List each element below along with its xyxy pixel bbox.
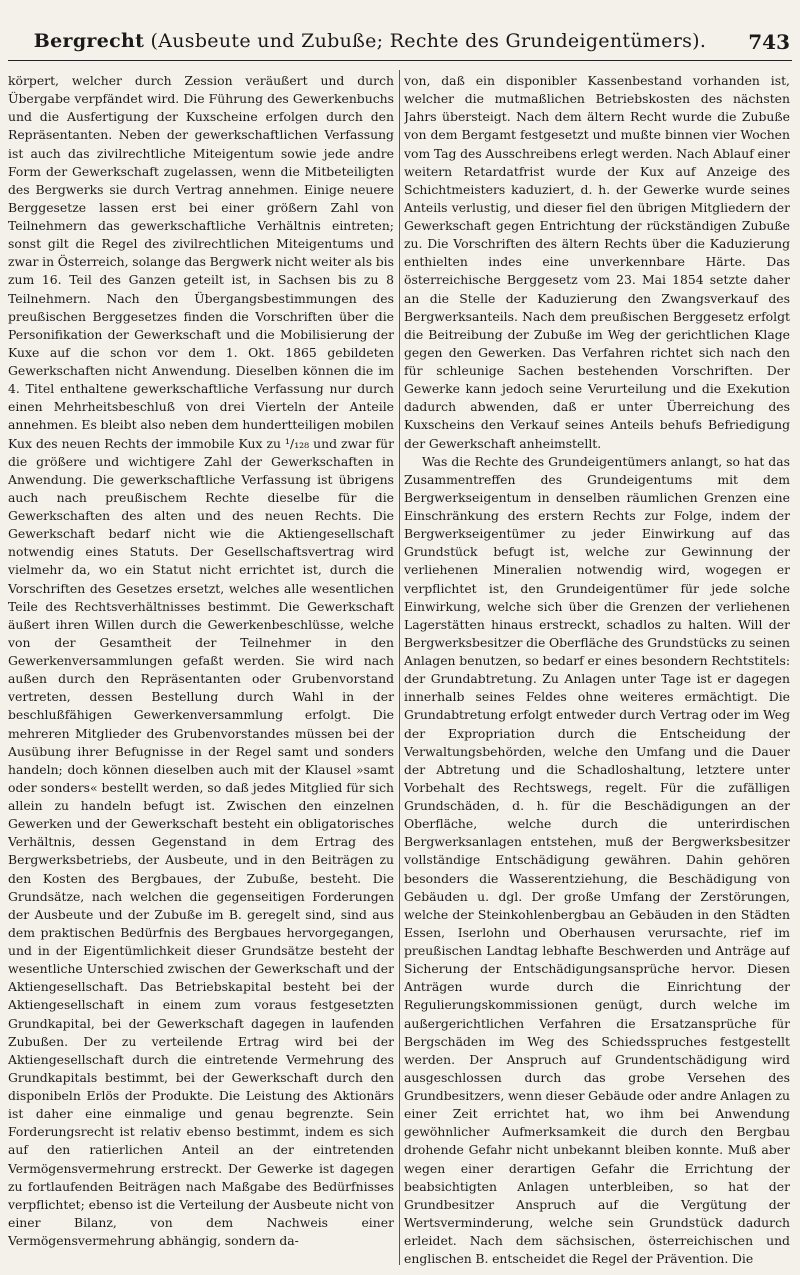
- right-paragraph-2: Was die Rechte des Grundeigentümers anlangt, so hat das Zusammentreffen des Grundeigentums mit dem Bergwerkseigentum in denselben räumlichen Grenzen eine Einschränkung des erstern Rechts zur Folge, indem der Bergwerkseigentümer zu jeder Einwirkung auf das Grundstück befugt ist, welche zur Gewinnung der verliehenen Mineralien notwendig wird, wogegen er verpflichtet ist, den Grundeigentümer für jede solche Einwirkung, welche sich über die Grenzen der verliehenen Lagerstätten hinaus erstreckt, schadlos zu halten. Will der Bergwerksbesitzer die Oberfläche des Grundstücks zu seinen Anlagen benutzen, so bedarf er eines besondern Rechtstitels: der Grundabtretung. Zu Anlagen unter Tage ist er dagegen innerhalb seines Feldes ohne weiteres ermächtigt. Die Grundabtretung erfolgt entweder durch Vertrag oder im Weg der Expropriation durch die Entscheidung der Verwaltungsbehörden, welche den Umfang und die Dauer der Abtretung und die Schadloshaltung, letztere unter Vorbehalt des Rechtswegs, regelt. Für die zufälligen Grundschäden, d. h. für die Beschädigungen an der Oberfläche, welche durch die unterirdischen Bergwerksanlagen entstehen, muß der Bergwerksbesitzer vollständige Entschädigung gewähren. Dahin gehören besonders die Wasserentziehung, die Beschädigung von Gebäuden u. dgl. Der große Umfang der Zerstörungen, welche der Steinkohlenbergbau an Gebäuden in den Städten Essen, Iserlohn und Oberhausen verursachte, rief im preußischen Landtag lebhafte Beschwerden und Anträge auf Sicherung der Entschädigungsansprüche hervor. Diesen Anträgen wurde durch die Einrichtung der Regulierungskommissionen genügt, durch welche im außergerichtlichen Verfahren die Ersatzansprüche für Bergschäden im Weg des Schiedsspruches festgestellt werden. Der Anspruch auf Grundentschädigung wird ausgeschlossen durch das grobe Versehen des Grundbesitzers, wenn dieser Gebäude oder andre Anlagen zu einer Zeit errichtet hat, wo ihm bei Anwendung gewöhnlicher Aufmerksamkeit die durch den Bergbau drohende Gefahr nicht unbekannt bleiben konnte. Muß aber wegen einer derartigen Gefahr die Errichtung der beabsichtigten Anlagen unterbleiben, so hat der Grundbesitzer Anspruch auf die Vergütung der Wertsverminderung, welche sein Grundstück dadurch erleidet. Nach dem sächsischen, österreichischen und englischen B. entscheidet die Regel der Prävention. Die: [404, 453, 790, 1267]
- header-title-main: Bergrecht: [33, 30, 145, 52]
- header-title-rest: (Ausbeute und Zubuße; Rechte des Grundeigentümers).: [150, 30, 707, 52]
- header-title: [8, 30, 732, 52]
- page-number: 743: [748, 30, 790, 54]
- running-header: [8, 30, 792, 61]
- left-column: [8, 72, 394, 1267]
- column-divider: [399, 70, 400, 1265]
- left-paragraph-1: körpert, welcher durch Zession veräußert und durch Übergabe verpfändet wird. Die Führung des Gewerkenbuchs und die Ausfertigung der Kuxscheine erfolgen durch den Repräsentanten. Neben der gewerkschaftlichen Verfassung ist auch das zivilrechtliche Miteigentum sowie jede andre Form der Gewerkschaft zugelassen, wenn die Mitbeteiligten des Bergwerks sie durch Vertrag annehmen. Einige neuere Berggesetze lassen erst bei einer größern Zahl von Teilnehmern das gewerkschaftliche Verhältnis eintreten; sonst gilt die Regel des zivilrechtlichen Miteigentums und zwar in Österreich, solange das Bergwerk nicht weiter als bis zum 16. Teil des Ganzen geteilt ist, in Sachsen bis zu 8 Teilnehmern. Nach den Übergangsbestimmungen des preußischen Berggesetzes finden die Vorschriften über die Personifikation der Gewerkschaft und die Mobilisierung der Kuxe auf die schon vor dem 1. Okt. 1865 gebildeten Gewerkschaften nicht Anwendung. Dieselben können die im 4. Titel enthaltene gewerkschaftliche Verfassung nur durch einen Mehrheitsbeschluß von drei Vierteln der Anteile annehmen. Es bleibt also neben dem hundertteiligen mobilen Kux des neuen Rechts der immobile Kux zu ¹/₁₂₈ und zwar für die größere und wichtigere Zahl der Gewerkschaften in Anwendung. Die gewerkschaftliche Verfassung ist übrigens auch nach preußischem Rechte dieselbe für die Gewerkschaften des alten und des neuen Rechts. Die Gewerkschaft bedarf nicht wie die Aktiengesellschaft notwendig eines Statuts. Der Gesellschaftsvertrag wird vielmehr da, wo ein Statut nicht errichtet ist, durch die Vorschriften des Gesetzes ersetzt, welches alle wesentlichen Teile des Rechtsverhältnisses bestimmt. Die Gewerkschaft äußert ihren Willen durch die Gewerkenbeschlüsse, welche von der Gesamtheit der Teilnehmer in den Gewerkenversammlungen gefaßt werden. Sie wird nach außen durch den Repräsentanten oder Grubenvorstand vertreten, dessen Bestellung durch Wahl in der beschlußfähigen Gewerkenversammlung erfolgt. Die mehreren Mitglieder des Grubenvorstandes müssen bei der Ausübung ihrer Befugnisse in der Regel samt und sonders handeln; doch können dieselben auch mit der Klausel »samt oder sonders« bestellt werden, so daß jedes Mitglied für sich allein zu handeln befugt ist. Zwischen den einzelnen Gewerken und der Gewerkschaft besteht ein obligatorisches Verhältnis, dessen Gegenstand in dem Ertrag des Bergwerksbetriebs, der Ausbeute, und in den Beiträgen zu den Kosten des Bergbaues, der Zubuße, besteht. Die Grundsätze, nach welchen die gegenseitigen Forderungen der Ausbeute und der Zubuße im B. geregelt sind, sind aus dem praktischen Bedürfnis des Bergbaues hervorgegangen, und in der Eigentümlichkeit dieser Grundsätze besteht der wesentliche Unterschied zwischen der Gewerkschaft und der Aktiengesellschaft. Das Betriebskapital besteht bei der Aktiengesellschaft in einem zum voraus festgesetzten Grundkapital, bei der Gewerkschaft dagegen in laufenden Zubußen. Der zu verteilende Ertrag wird bei der Aktiengesellschaft durch die eintretende Vermehrung des Grundkapitals bestimmt, bei der Gewerkschaft durch den disponibeln Erlös der Produkte. Die Leistung des Aktionärs ist daher eine einmalige und genau begrenzte. Sein Forderungsrecht ist relativ ebenso bestimmt, indem es sich auf den ratierlichen Anteil an der eintretenden Vermögensvermehrung erstreckt. Der Gewerke ist dagegen zu fortlaufenden Beiträgen nach Maßgabe des Bedürfnisses verpflichtet; ebenso ist die Verteilung der Ausbeute nicht von einer Bilanz, von dem Nachweis einer Vermögensvermehrung abhängig, sondern da-: [8, 73, 394, 1248]
- right-column: [404, 72, 790, 1267]
- right-paragraph-1: von, daß ein disponibler Kassenbestand vorhanden ist, welcher die mutmaßlichen Betriebskosten des nächsten Jahrs übersteigt. Nach dem ältern Recht wurde die Zubuße von dem Bergamt festgesetzt und mußte binnen vier Wochen vom Tag des Ausschreibens erlegt werden. Nach Ablauf einer weitern Retardatfrist wurde der Kux auf Anzeige des Schichtmeisters kaduziert, d. h. der Gewerke wurde seines Anteils verlustig, und dieser fiel den übrigen Mitgliedern der Gewerkschaft gegen Entrichtung der rückständigen Zubuße zu. Die Vorschriften des ältern Rechts über die Kaduzierung enthielten indes eine unverkennbare Härte. Das österreichische Berggesetz vom 23. Mai 1854 setzte daher an die Stelle der Kaduzierung den Zwangsverkauf des Bergwerksanteils. Nach dem preußischen Berggesetz erfolgt die Beitreibung der Zubuße im Weg der gerichtlichen Klage gegen den Gewerken. Das Verfahren richtet sich nach den für schleunige Sachen bestehenden Vorschriften. Der Gewerke kann jedoch seine Verurteilung und die Exekution dadurch abwenden, daß er unter Überreichung des Kuxscheins den Verkauf seines Anteils behufs Befriedigung der Gewerkschaft anheimstellt.: [404, 73, 790, 451]
